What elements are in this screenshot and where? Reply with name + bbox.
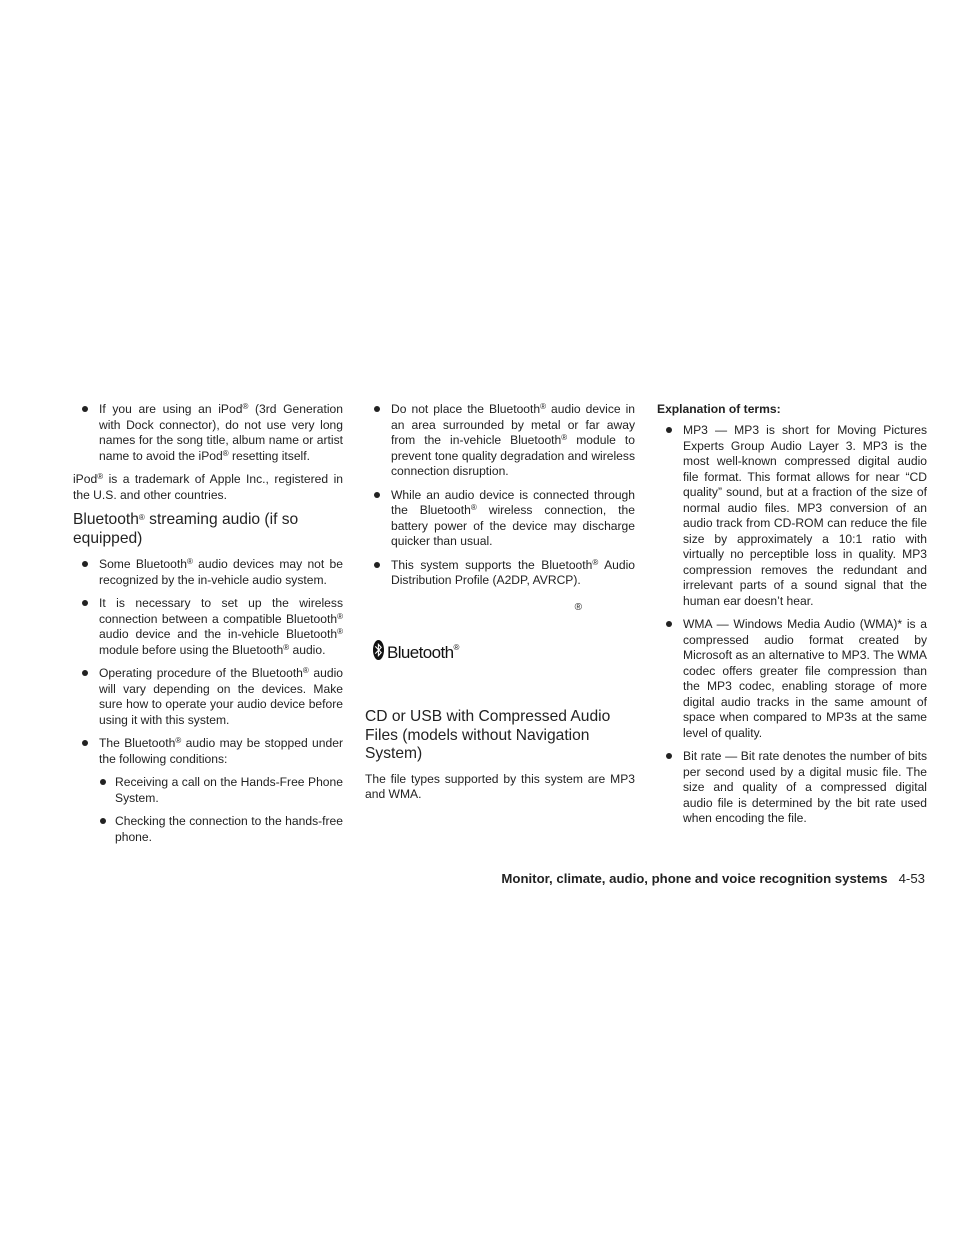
text: The Bluetooth: [99, 736, 176, 750]
column-left: [73, 402, 343, 853]
registered-mark: ®: [574, 601, 582, 613]
text: iPod: [73, 472, 98, 486]
text: module before using the Bluetooth: [99, 642, 284, 657]
list-item: [73, 596, 343, 658]
registered-mark: ®: [561, 433, 568, 442]
text: This system supports the Bluetooth: [391, 557, 593, 572]
text: module to prevent tone quality degradation and wireless connection disruption.: [391, 433, 635, 478]
section-heading-bluetooth-streaming: [73, 511, 343, 548]
text: (3rd Generation with Dock connector), do not use very long names for the song title, album name or artist name to avoid the iPod: [99, 402, 343, 463]
list-item: [73, 402, 343, 464]
list-item: [365, 488, 635, 550]
terms-heading: Explanation of terms:: [657, 402, 781, 416]
text: audio.: [289, 642, 326, 657]
ipod-bullet-list: [73, 402, 343, 464]
text: Receiving a call on the Hands-Free Phone System.: [115, 775, 343, 805]
registered-mark: ®: [302, 666, 309, 675]
bluetooth-rune-icon: [373, 640, 384, 660]
page-number: 4-53: [898, 871, 925, 886]
bluetooth-logo-wordmark: [387, 640, 459, 661]
text: wireless connection, the battery power of the device may discharge quicker than usual.: [391, 503, 635, 548]
text: audio device and the in-vehicle Bluetooth: [99, 627, 338, 641]
text: is a trademark of Apple Inc., registered in the U.S. and other countries.: [73, 472, 343, 502]
list-item: [73, 666, 343, 728]
terms-list: [657, 423, 927, 827]
text: resetting itself.: [228, 448, 310, 463]
registered-mark: ®: [283, 642, 290, 652]
registered-mark: ®: [592, 557, 599, 567]
text: It is necessary to set up the wireless connection between a compatible Bluetooth: [99, 596, 343, 626]
list-item: [73, 736, 343, 767]
text: Checking the connection to the hands-free phone.: [115, 814, 343, 844]
list-item: [73, 557, 343, 588]
list-item-bit-rate: Bit rate — Bit rate denotes the number of bits per second used by a digital music file. The size and quality of a compressed digital audio file is determined by the bit rate used when encoding the file.: [657, 749, 927, 827]
text: Bluetooth: [73, 511, 139, 528]
text: Some Bluetooth: [99, 557, 187, 571]
text: Audio Distribution Profile (A2DP, AVRCP).: [391, 557, 636, 587]
sub-list-item: [73, 814, 343, 845]
text: While an audio device is connected through the Bluetooth: [391, 487, 635, 517]
text: Bluetooth: [387, 642, 454, 662]
bluetooth-cautions-list: [365, 402, 635, 589]
text: audio may be stopped under the following conditions:: [99, 736, 343, 766]
text: audio will vary depending on the devices. Make sure how to operate your audio device before using it with this system.: [99, 666, 344, 727]
list-item: [365, 402, 635, 480]
bluetooth-bullet-list: [73, 557, 343, 845]
registered-mark: ®: [540, 402, 547, 411]
cd-usb-section: [365, 708, 635, 803]
registered-mark: ®: [175, 736, 182, 745]
text: streaming audio (if so equipped): [73, 511, 299, 547]
text: audio devices may not be recognized by the in-vehicle audio system.: [99, 557, 343, 587]
registered-mark: ®: [222, 448, 229, 458]
list-item: [365, 558, 635, 589]
text: Do not place the Bluetooth: [391, 402, 541, 416]
sub-list-item: [73, 775, 343, 806]
bluetooth-logo: [373, 637, 635, 663]
column-middle: [365, 402, 635, 803]
list-item-wma: WMA — Windows Media Audio (WMA)* is a compressed audio format created by Microsoft as an alternative to MP3. The WMA codec offers greater file compression than the MP3 codec, enabling storage of more digital audio tracks in the same amount of space when compared to MP3s at the same level of quality.: [657, 617, 927, 741]
registered-mark: ®: [470, 503, 477, 512]
registered-mark: ®: [337, 611, 343, 621]
column-right: [657, 402, 927, 835]
registered-mark: ®: [138, 513, 145, 522]
registered-mark: ®: [242, 402, 249, 411]
registered-mark: ®: [97, 472, 104, 481]
registered-mark: ®: [186, 557, 193, 566]
ipod-trademark-note: [73, 472, 343, 503]
registered-mark: ®: [337, 627, 343, 636]
text: Operating procedure of the Bluetooth: [99, 666, 303, 680]
text: If you are using an iPod: [99, 402, 243, 416]
list-item-mp3: MP3 — MP3 is short for Moving Pictures Experts Group Audio Layer 3. MP3 is the most well-known compressed digital audio file format. This format allows for near “CD quality” sound, but at a fraction of the size of normal audio files. MP3 conversion of an audio track from CD-ROM can reduce the file size by approximately a 10:1 ratio with virtually no perceptible loss in quality. MP3 compression removes the redundant and irrelevant parts of a sound signal that the human ear doesn’t hear.: [657, 423, 927, 609]
section-heading-cd-usb: CD or USB with Compressed Audio Files (models without Navigation System): [365, 708, 611, 762]
page-footer: [501, 871, 925, 887]
registered-mark: ®: [453, 642, 459, 652]
text: audio device in an area surrounded by metal or far away from the in-vehicle Bluetooth: [391, 402, 636, 447]
file-types-text: The file types supported by this system are MP3 and WMA.: [365, 771, 635, 801]
footer-section-title: Monitor, climate, audio, phone and voice recognition systems: [501, 871, 888, 886]
